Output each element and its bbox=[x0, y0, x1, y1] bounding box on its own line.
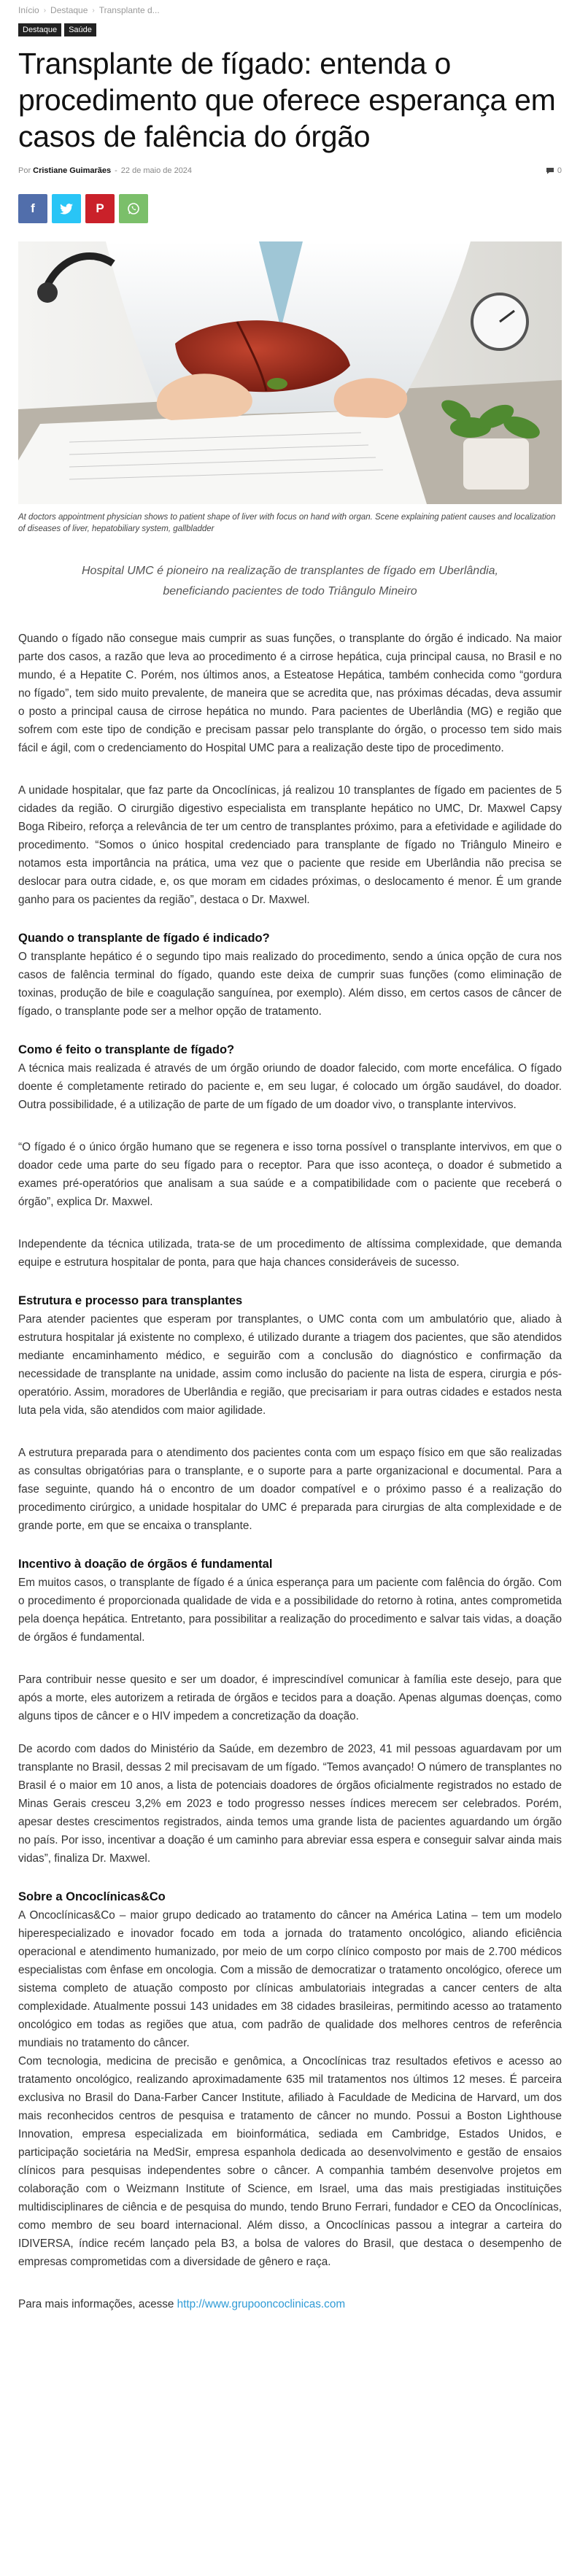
article-paragraph: A unidade hospitalar, que faz parte da Oncoclínicas, já realizou 10 transplantes de fígado em pacientes de 5 cidades da região. O cirurgião digestivo especialista em transplante hepático no UMC, Dr. Maxwel Capsy Boga Ribeiro, reforça a relevância de ter um centro de transplantes próximo, para a efetividade e agilidade do procedimento. “Somos o único hospital credenciado para transplante de fígado no Triângulo Mineiro e notamos esta importância na prática, uma vez que o paciente que reside em Uberlândia não precisa se deslocar para outra cidade, e, os que moram em cidades próximas, o deslocamento é menor. É um grande ganho para os pacientes da região”, destaca o Dr. Maxwel. bbox=[18, 784, 562, 906]
closing-paragraph bbox=[18, 2295, 562, 2313]
article-paragraph: O transplante hepático é o segundo tipo mais realizado do procedimento, sendo a única opção de cura nos casos de falência terminal do fígado, quando este deixa de cumprir suas funções (como eliminação de toxinas, produção de bile e coagulação sanguínea, por exemplo). Além disso, em certos casos de câncer de fígado, o transplante pode ser a melhor opção de tratamento. bbox=[18, 951, 562, 1018]
section-heading: Quando o transplante de fígado é indicado? bbox=[18, 932, 270, 945]
breadcrumb-category[interactable]: Destaque bbox=[50, 5, 88, 15]
article-section-indicacao bbox=[18, 929, 562, 1021]
pinterest-share-button[interactable] bbox=[85, 194, 115, 223]
image-caption: At doctors appointment physician shows to patient shape of liver with focus on hand with organ. Scene explaining patient causes and localization of diseases of liver, hepatobiliary system, gallbladder bbox=[18, 513, 556, 533]
article-section-como-e-feito bbox=[18, 1041, 562, 1272]
article-paragraph: Com tecnologia, medicina de precisão e genômica, a Oncoclínicas traz resultados efetivos e acesso ao tratamento oncológico, realizando aproximadamente 635 mil tratamentos nos últimos 12 meses. É parceira exclusiva no Brasil do Dana-Farber Cancer Institute, afiliado à Faculdade de Medicina de Harvard, um dos mais reconhecidos centros de pesquisa e tratamento de câncer no mundo. Possui a Boston Lighthouse Innovation, empresa especializada em bioinformática, sediada em Cambridge, Estados Unidos, e participação societária na MedSir, empresa espanhola dedicada ao desenvolvimento e gestão de ensaios clínicos para pesquisas independentes sobre o câncer. A companhia também desenvolve projetos em colaboração com o Weizmann Institute of Science, em Israel, uma das mais prestigiadas instituições multidisciplinares de ciência e de pesquisa do mundo, tendo Bruno Ferrari, fundador e CEO da Oncoclínicas, como membro de seu board internacional. Além disso, a Oncoclínicas passou a integrar a carteira do IDIVERSA, índice recém lançado pela B3, a bolsa de valores do Brasil, que destaca o desempenho de empresas comprometidas com a diversidade de gênero e raça. bbox=[18, 2055, 562, 2268]
section-heading: Incentivo à doação de órgãos é fundamental bbox=[18, 1558, 273, 1571]
author-prefix: Por bbox=[18, 166, 31, 175]
article-paragraph: “O fígado é o único órgão humano que se regenera e isso torna possível o transplante intervivos, em que o doador cede uma parte do seu fígado para o receptor. Para que isso aconteça, o doador é submetido a exames pré-operatórios que analisam a sua saúde e a compatibilidade com o paciente que receberá o órgão”, explica Dr. Maxwel. bbox=[18, 1141, 562, 1208]
article-section-estrutura bbox=[18, 1292, 562, 1535]
section-heading: Sobre a Oncoclínicas&Co bbox=[18, 1890, 166, 1903]
article-paragraph: Para atender pacientes que esperam por transplantes, o UMC conta com um ambulatório que, aliado à estrutura hospitalar já existente no complexo, é utilizado durante a triagem dos pacientes, que são atendidos mediante encaminhamento médico, e seguirão com a conclusão do diagnóstico e confirmação da necessidade de transplante na unidade, assim como inclusão do paciente na lista de espera, cirurgia e pós-operatório. Assim, moradores de Uberlândia e região, que precisariam ir para outras cidades e estados nesta luta pela vida, são atendidos com maior agilidade. bbox=[18, 1313, 562, 1417]
whatsapp-icon bbox=[127, 202, 140, 215]
closing-text: Para mais informações, acesse bbox=[18, 2298, 177, 2310]
article-paragraph: A Oncoclínicas&Co – maior grupo dedicado ao tratamento do câncer na América Latina – tem um modelo hiperespecializado e inovador focado em toda a jornada do tratamento oncológico, aliando eficiência operacional e atendimento humanizado, por meio de um corpo clínico composto por mais de 2.700 médicos especialistas com ênfase em oncologia. Com a missão de democratizar o tratamento oncológico, oferece um sistema completo de atuação composto por clínicas ambulatoriais integradas a cancer centers de alta complexidade. Atualmente possui 143 unidades em 38 cidades brasileiras, permitindo acesso ao tratamento oncológico em todas as regiões que atua, com padrão de qualidade dos melhores centros de referência mundiais no tratamento do câncer. bbox=[18, 1909, 562, 2049]
comments-count-value: 0 bbox=[557, 166, 562, 175]
article-lead: Hospital UMC é pioneiro na realização de transplantes de fígado em Uberlândia, beneficiando pacientes de todo Triângulo Mineiro bbox=[82, 565, 498, 597]
facebook-share-button[interactable] bbox=[18, 194, 47, 223]
section-heading: Estrutura e processo para transplantes bbox=[18, 1294, 243, 1307]
share-buttons bbox=[18, 194, 562, 223]
post-date: 22 de maio de 2024 bbox=[120, 166, 193, 175]
section-heading: Como é feito o transplante de fígado? bbox=[18, 1043, 235, 1056]
oncoclinicas-link[interactable]: http://www.grupooncoclinicas.com bbox=[177, 2298, 346, 2310]
comments-count[interactable] bbox=[546, 166, 562, 175]
twitter-icon bbox=[60, 204, 73, 214]
article-section-doacao bbox=[18, 1555, 562, 1868]
twitter-share-button[interactable] bbox=[52, 194, 81, 223]
category-tag-saude[interactable]: Saúde bbox=[64, 23, 96, 36]
article-paragraph: Quando o fígado não consegue mais cumprir as suas funções, o transplante do órgão é indicado. Na maior parte dos casos, a razão que leva ao procedimento é a cirrose hepática, cuja principal causa, no Brasil e no mundo, é a Hepatite C. Porém, nos últimos anos, a Esteatose Hepática, também conhecida como “gordura no fígado”, tem sido muito prevalente, de maneira que se acredita que, nas próximas décadas, deva assumir o posto a principal causa de cirrose hepática no mundo. Para pacientes de Uberlândia (MG) e região que sofrem com este tipo de condição e precisam passar pelo transplante do órgão, o processo tem sido mais fácil e ágil, com o credenciamento do Hospital UMC para a realização deste tipo de procedimento. bbox=[18, 633, 562, 754]
category-tags bbox=[18, 23, 562, 36]
breadcrumb bbox=[18, 0, 562, 16]
pinterest-icon: P bbox=[96, 201, 104, 215]
whatsapp-share-button[interactable] bbox=[119, 194, 148, 223]
article-paragraph: Em muitos casos, o transplante de fígado é a única esperança para um paciente com falência do órgão. Com o procedimento é proporcionada qualidade de vida e a possibilidade do retorno à rotina, antes comprometida pela doença hepática. Entretanto, para possibilitar a realização do procedimento e salvar tais vidas, a doação de órgãos é fundamental. bbox=[18, 1577, 562, 1644]
breadcrumb-home[interactable]: Início bbox=[18, 5, 39, 15]
article-paragraph: A técnica mais realizada é através de um órgão oriundo de doador falecido, com morte encefálica. O fígado doente é completamente retirado do paciente e, em seu lugar, é colocado um órgão saudável, do doador. Outra possibilidade, é a utilização de parte de um fígado de um doador vivo, o transplante intervivos. bbox=[18, 1062, 562, 1111]
comment-icon bbox=[546, 167, 554, 174]
meta-separator: - bbox=[115, 166, 117, 175]
author-link[interactable]: Cristiane Guimarães bbox=[33, 166, 112, 175]
doctor-liver-illustration bbox=[18, 241, 562, 504]
page-title: Transplante de fígado: entenda o procedimento que oferece esperança em casos de falência do órgão bbox=[18, 47, 556, 153]
article-section-intro bbox=[18, 630, 562, 909]
chevron-right-icon: › bbox=[43, 6, 47, 15]
article-section-sobre bbox=[18, 1888, 562, 2271]
facebook-icon: f bbox=[31, 201, 35, 215]
chevron-right-icon: › bbox=[92, 6, 95, 15]
category-tag-destaque[interactable]: Destaque bbox=[18, 23, 61, 36]
post-meta bbox=[18, 165, 562, 177]
article-paragraph: Para contribuir nesse quesito e ser um doador, é imprescindível comunicar à família este desejo, para que após a morte, eles autorizem a retirada de órgãos e tecidos para a doação. Apenas algumas doenças, como alguns tipos de câncer e o HIV impedem a concretização da doação. bbox=[18, 1674, 562, 1722]
article-paragraph: De acordo com dados do Ministério da Saúde, em dezembro de 2023, 41 mil pessoas aguardavam por um transplante no Brasil, dessas 2 mil precisavam de um fígado. “Temos avançado! O número de transplantes no Brasil é o maior em 10 anos, a lista de potenciais doadores de órgãos oficialmente registrados no estado de Minas Gerais cresceu 3,2% em 2023 e todo progresso nesses índices merecem ser celebrados. Porém, apesar destes crescimentos registrados, ainda temos uma grande lista de pacientes aguardando um órgão no país. Por isso, incentivar a doação é um caminho para abreviar essa espera e conseguir salvar ainda mais vidas”, finaliza Dr. Maxwel. bbox=[18, 1743, 562, 1865]
featured-image bbox=[18, 241, 562, 504]
breadcrumb-current: Transplante d... bbox=[98, 5, 160, 15]
article-paragraph: Independente da técnica utilizada, trata-se de um procedimento de altíssima complexidade, que demanda equipe e estrutura hospitalar de ponta, para que haja chances consideráveis de sucesso. bbox=[18, 1238, 562, 1269]
article-paragraph: A estrutura preparada para o atendimento dos pacientes conta com um espaço físico em que são realizadas as consultas obrigatórias para o transplante, e o suporte para a parte organizacional e documental. Para a fase seguinte, quando há o encontro de um doador compatível e o próximo passo é a realização do procedimento cirúrgico, a unidade hospitalar do UMC é preparada para cirurgias de alta complexidade e de grande porte, em que se encaixa o transplante. bbox=[18, 1447, 562, 1532]
article-body bbox=[18, 630, 562, 2357]
